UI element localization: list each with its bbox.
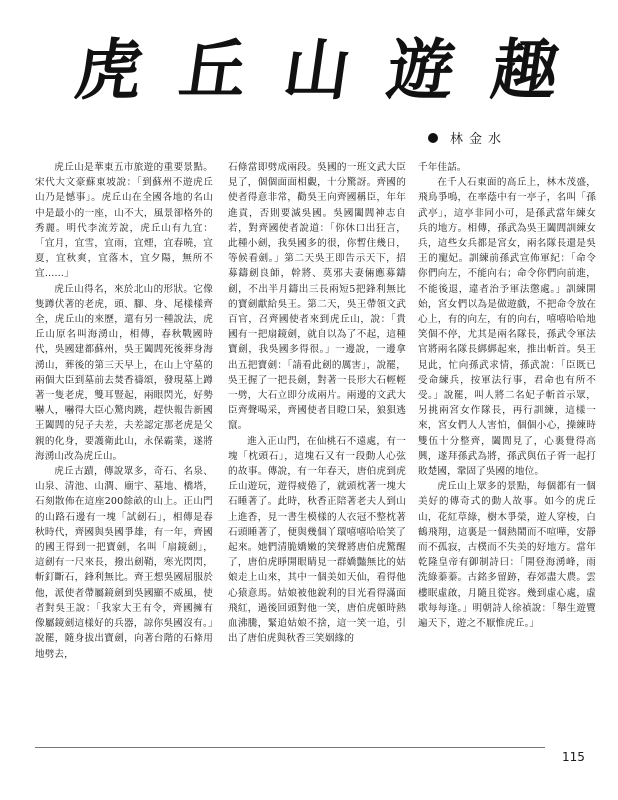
paragraph: 虎丘古蹟，傳說眾多，奇石、名泉、山泉、清池、山澗、廟宇、墓地、橋塔，石刻散佈在這座200餘畝的山上。正山門的山路石邊有一塊「試劍石」，相傳是春秋時代，齊國與吳國爭雄，有一年，齊國的國王得到一把寶劍，名叫「扇鏡劍」，這劍有一尺來長，撥出劍鞘，寒光閃閃，斬釘斷石，鋒利無比。齊王想吳國屈服於他，派使者帶屬鏡劍到吳國顯不威風，使者對吳王說：「我家大王有令，齊國擁有像屬鏡劍這樣好的兵器，諒你吳國沒有。」說罷，隨身拔出寶劍，向著台階的石條用地劈去， — [35, 466, 213, 660]
text-column-1 — [35, 160, 213, 662]
paragraph: 進入正山門，在仙桃石不遠處，有一塊「枕頭石」，這塊石又有一段動人心弦的故事。傳說，有一年春天，唐伯虎到虎丘山遊玩，遊得疲倦了，就頭枕著一塊大石睡著了。此時，秋香正陪著老夫人到山上進香，見一書生模樣的人衣冠不整枕著石頭睡著了，便與幾個丫環嘻嘻哈哈笑了起來。她們清脆嬌嫩的笑聲將唐伯虎驚醒了，唐伯虎睜開眼睛見一群嬌豔無比的姑娘走上山來，其中一個美如天仙，看得他心猿意馬。姑娘被他銳利的目光看得滿面飛紅，過後回頭對他一笑，唐伯虎頓時熱血沸騰，緊追姑娘不捨，這一笑一追，引出了唐伯虎與秋香三笑姻緣的 — [228, 435, 406, 645]
paragraph: 在千人石東面的高丘上，林木茂盛，飛鳥爭鳴，在率蔭中有一亭子，名叫「孫武亭」，這亭非同小可，是孫武當年練女兵的地方。相傳，孫武為吳王闔閭訓練女兵，這些女兵都是宮女，兩名隊長還是吳王的寵妃。訓練前孫武宣佈軍紀：「命令你們向左，不能向右；命令你們向前進，不能後退，違者治予軍法懲處。」訓練開始，宮女們以為是做遊戲，不把命令放在心上，有的向左，有的向右，嘻嘻哈哈地笑個不停，尤其是兩名隊長，孫武令軍法官將兩名隊長綁綁起來，推出斬首。吳王見此，忙向孫武求情，孫武說：「臣既已受命練兵，按軍法行事，君命也有所不受。」說罷，叫人將二名妃子斬首示眾，另挑兩宮女作隊長，再行訓練，這樣一來，宮女們人人害怕，個個小心，操練時雙伍十分整齊，闔閭見了，心裏覺得高興，遂拜孫武為將，孫武與伍子胥一起打敗楚國，鞏固了吳國的地位。 — [418, 177, 596, 478]
title-char-2: 丘 — [174, 30, 256, 109]
bullet-dot-icon — [428, 133, 438, 143]
paragraph: 石條當即劈成兩段。吳國的一班文武大臣見了，個個面面相覷，十分驚訝。齊國的使者得意非常，勸吳王向齊國稱臣，年年進貢，否則要滅吳國。吳國闔閭神志自若，對齊國使者說道：「你休口出狂言，此種小劍，我吳國多的很，你暫住幾日，等候看劍。」第二天吳王即告示天下，招募鑄劍良師，幹將、莫邪夫妻倆應募鑄劍，不出半月鑄出三長兩短5把鋒利無比的寶劍獻給吳王。第二天，吳王帶領文武百官，召齊國使者來到虎丘山，說：「貴國有一把扇鏡劍，就自以為了不起，這種寶劍，我吳國多得很。」一邊說，一邊拿出五把寶劍：「請看此劍的厲害」，說罷，吳王握了一把長劍，對著一長形大石輕輕一劈，大石立即分成兩片。兩邊的文武大臣齊聲喝采，齊國使者目瞪口呆，狼狽逃竄。 — [228, 162, 406, 432]
paragraph: 虎丘山得名，來於北山的形狀。它像隻蹲伏著的老虎，頭、腳、身、尾樣樣齊全，虎丘山的來歷，還有另一種說法，虎丘山原名叫海湧山，相傳，春秋戰國時代，吳國建都蘇州，吳王闔閭死後葬身海湧山，葬後的第三天早上，在山上守墓的兩個大臣到墓前去焚香禱頌，發現墓上蹲著一隻老虎，雙耳豎起，兩眼閃光，好勢嚇人，嚇得大臣心驚肉跳，趕快報告新國王闔閭的兒子夫差，夫差認定那老虎是父親的化身，要護衛此山，永保霸業，遂將海湧山改為虎丘山。 — [35, 283, 213, 462]
footer-rule — [35, 747, 545, 748]
title-char-5: 趣 — [486, 30, 568, 109]
text-column-3 — [418, 160, 596, 631]
paragraph: 虎丘山是華東五市旅遊的重要景點。宋代大文豪蘇東坡說：「到蘇州不遊虎丘山乃是憾事」。虎丘山在全國各地的名山中是最小的一座，山不大，風景卻格外的秀麗。明代李流芳說，虎丘山有九宜：「宜月，宜雪，宜雨，宜煙，宜春曉，宜夏，宜秋爽，宜落木，宜夕陽，無所不宜……」 — [35, 162, 213, 280]
author-name: 林金水 — [450, 132, 508, 147]
paragraph: 虎丘山上眾多的景點，每個都有一個美好的傳奇式的動人故事。如今的虎丘山，花紅草綠，樹木爭榮，遊人穿梭，白鶴飛翔，這裏是一個熱鬧而不喧嘩，安靜而不孤寂，古樸而不失美的好地方。當年乾隆皇帝有御制詩曰：「開登海湧峰，雨洗綠蓁蓁。古銘多留跡，春郊盡大農。雲樓眠虛啟，月隨且從容。幾到虛心處，虛歌每每逢。」明朝詩人徐禎說：「舉生遊覽遍天下，遊之不厭惟虎丘。」 — [418, 481, 596, 630]
article-title — [60, 18, 580, 110]
byline — [428, 128, 507, 147]
page-number: 115 — [562, 750, 585, 764]
paragraph: 千年佳話。 — [418, 162, 467, 173]
title-char-4: 遊 — [382, 30, 464, 109]
title-char-1: 虎 — [70, 30, 152, 109]
title-char-3: 山 — [278, 30, 360, 109]
text-column-2 — [228, 160, 406, 647]
